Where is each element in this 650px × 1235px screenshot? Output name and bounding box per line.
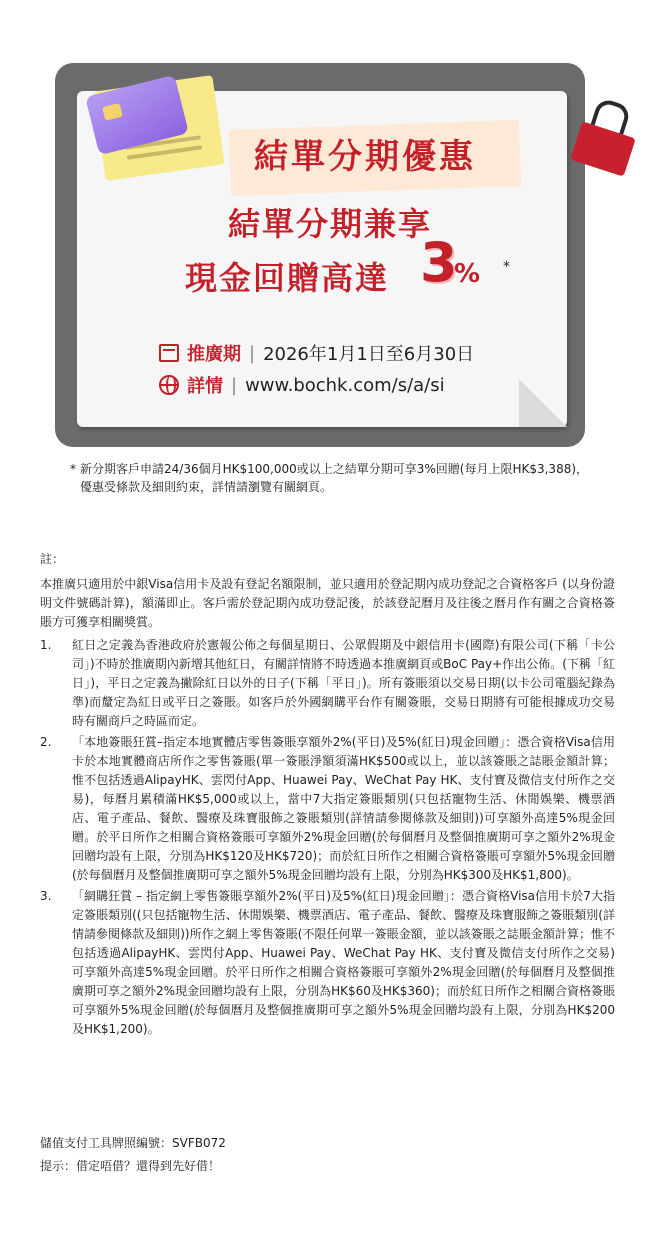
- paper-fold: [519, 379, 567, 427]
- note-text: 「本地簽賬狂賞–指定本地實體店零售簽賬享額外2%(平日)及5%(紅日)現金回贈」：憑合資格Visa信用卡於本地實體商店所作之零售簽賬(單一簽賬淨額須滿HK$500或以上，並以該簽賬之誌賬金額計算；惟不包括透過AlipayHK、雲閃付App、Huawei Pay、WeChat Pay HK、支付寶及微信支付所作之交易)，每曆月累積滿HK$5,000或以上，當中7大指定簽賬類別(只包括寵物生活、休閒娛樂、機票酒店、電子產品、餐飲、醫療及珠寶服飾之簽賬類別(詳情請參閱條款及細則))可享額外高達5%現金回贈。於平日所作之相關合資格簽賬可享額外2%現金回贈(於每個曆月及整個推廣期可享之額外2%現金回贈均設有上限，分別為HK$120及HK$720)；而於紅日所作之相關合資格簽賬可享額外5%現金回贈(於每個曆月及整個推廣期可享之額外5%現金回贈均設有上限，分別為HK$300及HK$1,800)。: [72, 735, 615, 882]
- percent-symbol: %: [454, 259, 481, 289]
- terms-notes: [40, 550, 615, 1041]
- footnote: [70, 460, 600, 496]
- percent-value: 3: [420, 231, 458, 294]
- period-label: 推廣期: [187, 344, 241, 365]
- percent-badge: [420, 231, 496, 301]
- notes-heading: 註：: [40, 552, 65, 566]
- note-item: [40, 733, 615, 885]
- globe-icon: [159, 375, 179, 395]
- promo-period-row: [159, 340, 474, 366]
- note-number: 1.: [40, 638, 52, 652]
- binder-clip-icon: [575, 101, 639, 171]
- headline-line2: 現金回贈高達: [185, 259, 390, 297]
- note-text: 紅日之定義為香港政府於憲報公佈之每個星期日、公眾假期及中銀信用卡(國際)有限公司(下稱「卡公司」)不時於推廣期內新增其他紅日，有關詳情將不時透過本推廣網頁或BoC Pay+作出公佈。(下稱「紅日」)，平日之定義為撇除紅日以外的日子(下稱「平日」)。所有簽賬須以交易日期(以卡公司電腦紀錄為準)而釐定為紅日或平日之簽賬。如客戶於外國網購平台作有關簽賬，交易日期將有可能根據成功交易時有關商戶之時區而定。: [72, 638, 615, 728]
- period-value: 2026年1月1日至6月30日: [263, 344, 475, 365]
- footnote-star: *: [70, 462, 76, 476]
- details-row: [159, 372, 445, 398]
- note-item: [40, 636, 615, 731]
- promo-banner: [55, 63, 585, 447]
- reminder-text: 提示：借定唔借？還得到先好借！: [40, 1159, 221, 1173]
- percent-asterisk: *: [503, 259, 510, 275]
- note-text: 「網購狂賞 – 指定網上零售簽賬享額外2%(平日)及5%(紅日)現金回贈」：憑合資格Visa信用卡於7大指定簽賬類別((只包括寵物生活、休閒娛樂、機票酒店、電子產品、餐飲、醫療及珠寶服飾之簽賬類別(詳情請參閱條款及細則))所作之網上零售簽賬(不限任何單一簽賬金額，並以該簽賬之誌賬金額計算；惟不包括透過AlipayHK、雲閃付App、Huawei Pay、WeChat Pay HK、支付寶及微信支付所作之交易)可享額外高達5%現金回贈。於平日所作之相關合資格簽賬可享額外2%現金回贈(於每個曆月及整個推廣期可享之額外2%現金回贈均設有上限，分別為HK$60及HK$360)；而於紅日所作之相關合資格簽賬可享額外5%現金回贈(於每個曆月及整個推廣期可享之額外5%現金回贈均設有上限，分別為HK$200及HK$1,200)。: [72, 889, 615, 1036]
- note-number: 3.: [40, 889, 52, 903]
- license-number: 儲值支付工具牌照編號：SVFB072: [40, 1136, 226, 1150]
- banner-title: 結單分期優惠: [254, 137, 476, 177]
- note-number: 2.: [40, 735, 52, 749]
- calendar-icon: [159, 344, 179, 362]
- separator: |: [249, 342, 256, 364]
- footnote-text: 新分期客戶申請24/36個月HK$100,000或以上之結單分期可享3%回贈(每月上限HK$3,388)，優惠受條款及細則約束，詳情請瀏覽有關網頁。: [80, 462, 589, 494]
- notes-intro: 本推廣只適用於中銀Visa信用卡及設有登記名額限制，並只適用於登記期內成功登記之合資格客戶 (以身份證明文件號碼計算)，額滿即止。客戶需於登記期內成功登記後，於該登記曆月及往後之曆月作有關之合資格簽賬方可獲享相關獎賞。: [40, 577, 615, 629]
- headline-line1: 結單分期兼享: [227, 205, 432, 243]
- separator: |: [231, 374, 238, 396]
- details-label: 詳情: [187, 376, 223, 397]
- details-link[interactable]: www.bochk.com/s/a/si: [245, 374, 445, 396]
- note-item: [40, 887, 615, 1039]
